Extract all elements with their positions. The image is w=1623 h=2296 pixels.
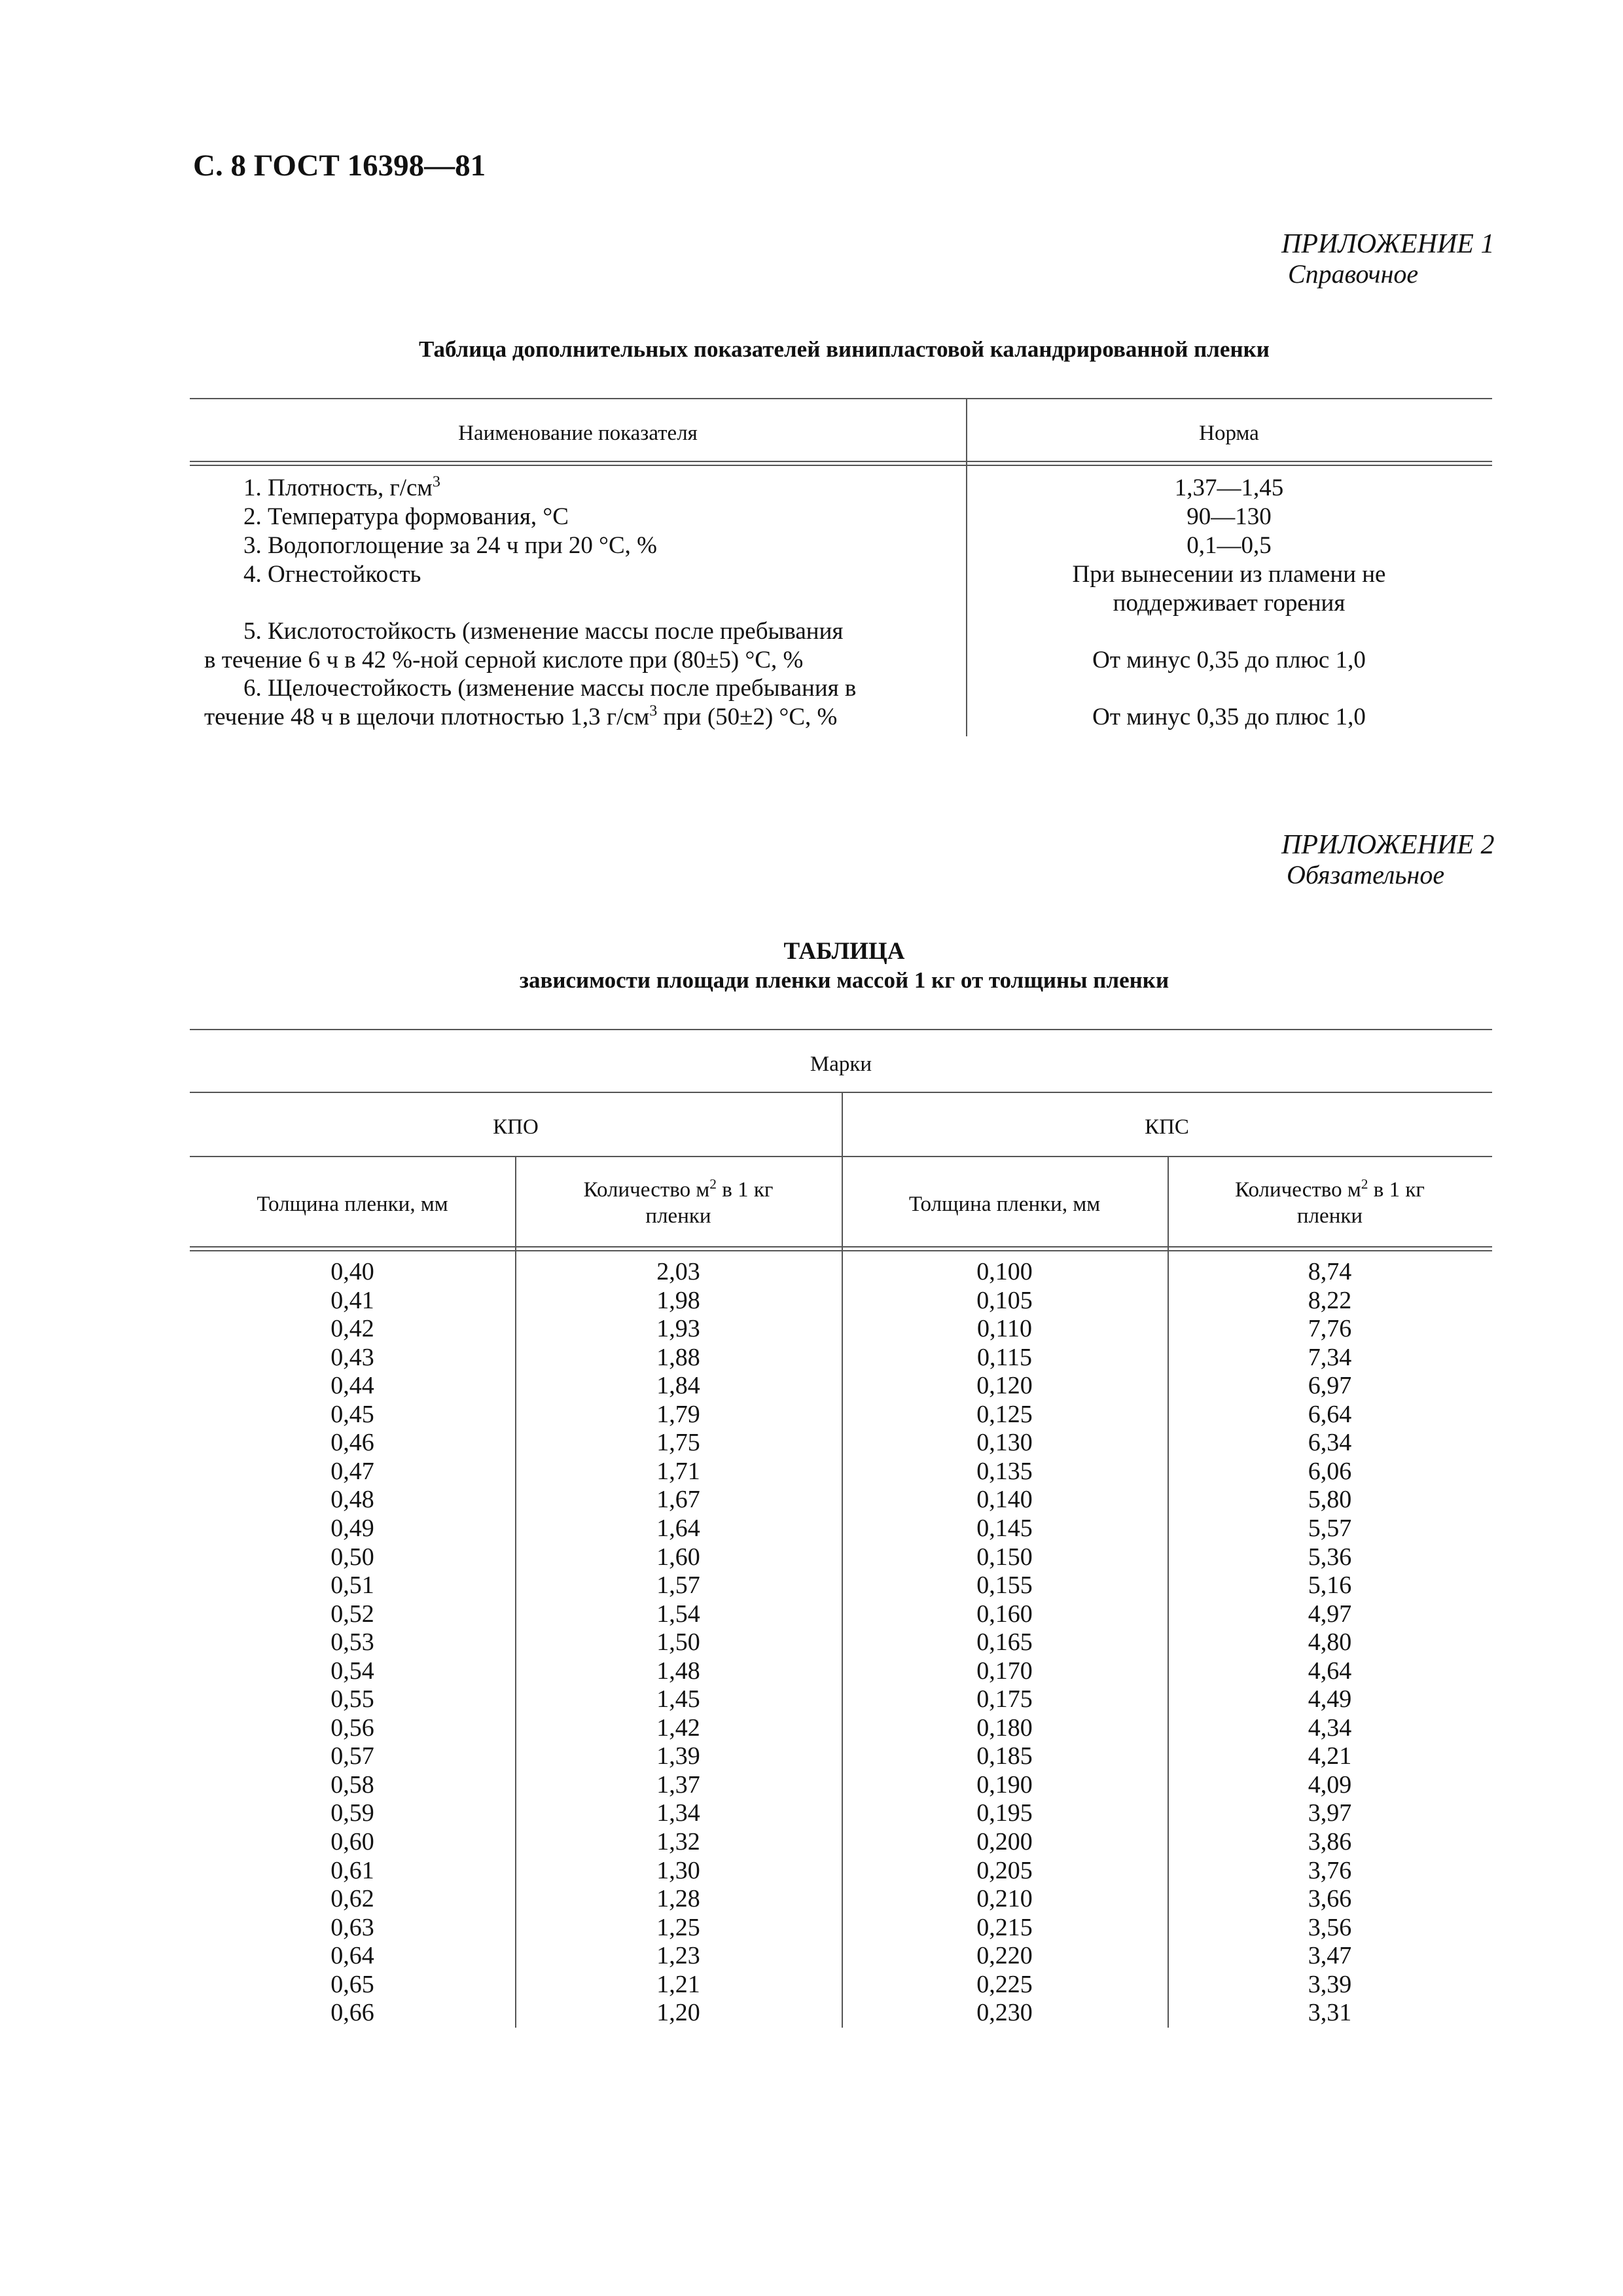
table-row	[190, 1287, 1499, 1316]
table-2-cell-kpo-qty: 1,67	[656, 1486, 700, 1514]
table-2-cell-kps-qty: 4,49	[1308, 1685, 1352, 1713]
table-2-cell-kpo-qty: 1,60	[656, 1543, 700, 1571]
table-2-cell-kpo-qty: 1,28	[656, 1885, 700, 1913]
table-2-cell-kps-qty: 7,76	[1308, 1315, 1352, 1343]
table-2-cell-kps-qty: 6,34	[1308, 1429, 1352, 1457]
table-2-cell-kps-qty: 3,47	[1308, 1942, 1352, 1970]
table-2-cell-kpo-thickness: 0,59	[330, 1799, 374, 1827]
table-2-cell-kpo-qty: 1,32	[656, 1828, 700, 1856]
table-2-subheader-rule	[190, 1156, 1492, 1157]
appendix-2-title: ПРИЛОЖЕНИЕ 2	[1281, 830, 1495, 860]
table-2-cell-kpo-thickness: 0,43	[330, 1343, 374, 1371]
table-2-cell-kps-qty: 6,97	[1308, 1372, 1352, 1400]
table-2-cell-kpo-qty: 1,84	[656, 1372, 700, 1400]
table-2-cell-kps-qty: 3,31	[1308, 1999, 1352, 2027]
table-2-cell-kps-thickness: 0,190	[976, 1770, 1033, 1799]
table-2-marks-rule	[190, 1092, 1492, 1093]
table-2-cell-kps-qty: 5,36	[1308, 1543, 1352, 1571]
table-2-cell-kpo-thickness: 0,51	[330, 1571, 374, 1600]
table-2-cell-kpo-thickness: 0,63	[330, 1913, 374, 1941]
table-2-cell-kpo-qty: 1,71	[656, 1457, 700, 1485]
table-2-cell-kpo-qty: 1,34	[656, 1799, 700, 1827]
table-2-cell-kpo-qty: 1,25	[656, 1913, 700, 1941]
table-2-cell-kps-thickness: 0,105	[976, 1286, 1033, 1314]
table-2-cell-kps-qty: 4,09	[1308, 1770, 1352, 1799]
table-2-cell-kps-qty: 6,64	[1308, 1400, 1352, 1428]
table-2-header-marks: Марки	[810, 1052, 872, 1076]
table-2-cell-kps-thickness: 0,155	[976, 1571, 1033, 1600]
table-2-cell-kpo-qty: 1,64	[656, 1514, 700, 1542]
table-2-cell-kps-thickness: 0,110	[976, 1315, 1033, 1343]
table-2-cell-kpo-qty: 1,79	[656, 1400, 700, 1428]
table-2-cell-kpo-qty: 1,23	[656, 1942, 700, 1970]
table-2-cell-kps-qty: 5,57	[1308, 1514, 1352, 1542]
table-2-cell-kps-qty: 7,34	[1308, 1343, 1352, 1371]
table-2-cell-kpo-thickness: 0,55	[330, 1685, 374, 1713]
table-1-header-norm: Норма	[1199, 422, 1259, 445]
table-2-cell-kpo-thickness: 0,61	[330, 1856, 374, 1884]
table-2-cell-kps-qty: 3,56	[1308, 1913, 1352, 1941]
table-2-cell-kpo-thickness: 0,48	[330, 1486, 374, 1514]
table-2-cell-kps-thickness: 0,200	[976, 1828, 1033, 1856]
table-2-cell-kpo-thickness: 0,65	[330, 1970, 374, 1998]
table-2-cell-kpo-thickness: 0,49	[330, 1514, 374, 1542]
table-2-header-kps-qty: Количество $м^2$ в 1 кг пленки	[1235, 1176, 1425, 1228]
table-2-cell-kpo-thickness: 0,41	[330, 1286, 374, 1314]
table-2-cell-kps-thickness: 0,180	[976, 1713, 1033, 1742]
table-2-cell-kpo-thickness: 0,60	[330, 1828, 374, 1856]
appendix-1-title: ПРИЛОЖЕНИЕ 1	[1281, 229, 1495, 259]
table-2-cell-kpo-qty: 1,20	[656, 1999, 700, 2027]
table-1-row-1-name: 1. Плотность, $г/см^3$	[243, 473, 440, 501]
appendix-1-status: Справочное	[1288, 259, 1419, 289]
table-2-cell-kpo-thickness: 0,50	[330, 1543, 374, 1571]
table-1-row-4-norm-line1: При вынесении из пламени не	[1072, 561, 1386, 588]
table-row	[190, 1885, 1499, 1914]
table-row	[190, 1999, 1499, 2028]
table-1-caption: Таблица дополнительных показателей винипластовой каландрированной пленки	[419, 336, 1270, 362]
table-row	[190, 1401, 1499, 1429]
table-row	[190, 1742, 1499, 1771]
table-row	[190, 1828, 1499, 1857]
table-2-cell-kpo-qty: 1,50	[656, 1628, 700, 1657]
table-row	[190, 1914, 1499, 1943]
table-2-cell-kpo-thickness: 0,66	[330, 1999, 374, 2027]
table-2-cell-kpo-thickness: 0,40	[330, 1258, 374, 1285]
table-2-cell-kps-thickness: 0,145	[976, 1514, 1033, 1542]
table-2-cell-kpo-thickness: 0,64	[330, 1942, 374, 1970]
table-2-cell-kpo-thickness: 0,42	[330, 1315, 374, 1343]
table-row	[190, 1543, 1499, 1572]
table-2-cell-kpo-thickness: 0,57	[330, 1742, 374, 1770]
table-2-header-kps-thickness: Толщина пленки, мм	[908, 1193, 1101, 1216]
table-1-top-rule	[190, 398, 1492, 399]
table-2-cell-kpo-qty: 1,93	[656, 1315, 700, 1343]
table-1-row-5-name-line1: 5. Кислотостойкость (изменение массы после пребывания	[243, 618, 844, 645]
table-2-caption-1: ТАБЛИЦА	[783, 938, 905, 965]
table-2-cell-kps-thickness: 0,225	[976, 1970, 1033, 1998]
table-2-cell-kps-qty: 6,06	[1308, 1457, 1352, 1485]
table-2-cell-kpo-thickness: 0,54	[330, 1657, 374, 1685]
table-2-cell-kps-thickness: 0,130	[976, 1429, 1033, 1457]
table-2-cell-kps-qty: 5,80	[1308, 1486, 1352, 1514]
table-2-cell-kpo-qty: 1,39	[656, 1742, 700, 1770]
table-1-row-4-name: 4. Огнестойкость	[243, 561, 421, 588]
table-2-cell-kps-qty: 4,21	[1308, 1742, 1352, 1770]
table-2-cell-kps-thickness: 0,150	[976, 1543, 1033, 1571]
table-row	[190, 1571, 1499, 1600]
table-2-cell-kps-thickness: 0,160	[976, 1600, 1033, 1628]
table-row	[190, 1799, 1499, 1828]
table-2-cell-kps-thickness: 0,185	[976, 1742, 1033, 1770]
table-2-header-kpo-thickness: Толщина пленки, мм	[257, 1193, 448, 1216]
table-2-cell-kps-thickness: 0,210	[976, 1885, 1033, 1913]
table-2-header-rule	[190, 1246, 1492, 1251]
table-row	[190, 1344, 1499, 1372]
table-2-cell-kps-qty: 3,86	[1308, 1828, 1352, 1856]
table-2-cell-kps-qty: 4,64	[1308, 1657, 1352, 1685]
table-2-cell-kpo-qty: 2,03	[656, 1258, 700, 1285]
table-1-row-6-name-line2: течение 48 ч в щелочи плотностью 1,3 $г/см^3$ при (50±2) °С, %	[204, 702, 838, 730]
table-row	[190, 1600, 1499, 1629]
table-2-cell-kps-qty: 8,74	[1308, 1258, 1352, 1285]
table-2-cell-kps-qty: 8,22	[1308, 1286, 1352, 1314]
table-1-row-3-name: 3. Водопоглощение за 24 ч при 20 °С, %	[243, 532, 657, 559]
table-row	[190, 1315, 1499, 1344]
table-row	[190, 1771, 1499, 1800]
table-2-cell-kps-thickness: 0,220	[976, 1942, 1033, 1970]
table-2-cell-kps-thickness: 0,205	[976, 1856, 1033, 1884]
table-2-cell-kpo-thickness: 0,47	[330, 1457, 374, 1485]
table-2-cell-kpo-qty: 1,88	[656, 1343, 700, 1371]
table-2-cell-kpo-qty: 1,54	[656, 1600, 700, 1628]
table-2-cell-kps-thickness: 0,230	[976, 1999, 1033, 2027]
table-2-cell-kpo-qty: 1,57	[656, 1571, 700, 1600]
table-2-cell-kpo-qty: 1,75	[656, 1429, 700, 1457]
table-row	[190, 1515, 1499, 1543]
table-1-row-6-norm: От минус 0,35 до плюс 1,0	[1092, 704, 1366, 730]
table-1-row-4-norm-line2: поддерживает горения	[1113, 590, 1346, 617]
table-row	[190, 1486, 1499, 1515]
table-2-top-rule	[190, 1029, 1492, 1030]
table-2-cell-kpo-qty: 1,30	[656, 1856, 700, 1884]
table-2-cell-kps-thickness: 0,135	[976, 1457, 1033, 1485]
appendix-2-status: Обязательное	[1287, 860, 1445, 889]
table-1-row-5-norm: От минус 0,35 до плюс 1,0	[1092, 647, 1366, 673]
appendix-2-heading	[1281, 830, 1494, 890]
table-2-cell-kps-thickness: 0,170	[976, 1657, 1033, 1685]
table-2-cell-kpo-qty: 1,21	[656, 1970, 700, 1998]
table-2-cell-kps-qty: 3,66	[1308, 1885, 1352, 1913]
table-2-cell-kpo-thickness: 0,53	[330, 1628, 374, 1657]
table-1-row-2-norm: 90—130	[1186, 503, 1272, 530]
table-2-cell-kps-qty: 3,97	[1308, 1799, 1352, 1827]
table-2-cell-kps-qty: 4,80	[1308, 1628, 1352, 1657]
table-2-cell-kpo-thickness: 0,46	[330, 1429, 374, 1457]
table-row	[190, 1657, 1499, 1686]
table-2-cell-kps-thickness: 0,195	[976, 1799, 1033, 1827]
table-row	[190, 1971, 1499, 2000]
table-2-cell-kps-thickness: 0,100	[976, 1258, 1033, 1285]
table-row	[190, 1429, 1499, 1458]
table-row	[190, 1258, 1499, 1287]
table-2-cell-kps-qty: 4,97	[1308, 1600, 1352, 1628]
table-2-cell-kpo-qty: 1,37	[656, 1770, 700, 1799]
table-2-header-kps: КПС	[1145, 1115, 1189, 1139]
table-2-cell-kps-thickness: 0,120	[976, 1372, 1033, 1400]
table-2-cell-kpo-thickness: 0,52	[330, 1600, 374, 1628]
table-2-caption-2: зависимости площади пленки массой 1 кг от толщины пленки	[519, 967, 1169, 993]
table-2-cell-kps-qty: 4,34	[1308, 1713, 1352, 1742]
table-2-cell-kpo-thickness: 0,58	[330, 1770, 374, 1799]
appendix-1-heading	[1281, 229, 1494, 289]
table-1-row-1-norm: 1,37—1,45	[1174, 475, 1284, 501]
table-2-cell-kpo-thickness: 0,45	[330, 1400, 374, 1428]
table-2-cell-kpo-thickness: 0,56	[330, 1713, 374, 1742]
table-2-cell-kpo-qty: 1,98	[656, 1286, 700, 1314]
table-2-cell-kpo-thickness: 0,44	[330, 1372, 374, 1400]
table-2-cell-kps-thickness: 0,140	[976, 1486, 1033, 1514]
table-row	[190, 1458, 1499, 1486]
table-row	[190, 1628, 1499, 1657]
table-1-header-rule	[190, 461, 1492, 466]
table-2-cell-kps-thickness: 0,125	[976, 1400, 1033, 1428]
table-1-row-5-name-line2: в течение 6 ч в 42 %-ной серной кислоте при (80±5) °С, %	[204, 647, 804, 673]
table-row	[190, 1372, 1499, 1401]
table-2-cell-kps-thickness: 0,215	[976, 1913, 1033, 1941]
table-2-header-kpo-qty: Количество $м^2$ в 1 кг пленки	[583, 1176, 774, 1228]
table-2-cell-kpo-qty: 1,42	[656, 1713, 700, 1742]
table-2-cell-kps-thickness: 0,115	[976, 1343, 1033, 1371]
table-2-cell-kps-thickness: 0,165	[976, 1628, 1033, 1657]
table-2-cell-kps-qty: 5,16	[1308, 1571, 1352, 1600]
table-2-cell-kpo-qty: 1,48	[656, 1657, 700, 1685]
table-2-cell-kps-qty: 3,76	[1308, 1856, 1352, 1884]
page-header: С. 8 ГОСТ 16398—81	[193, 149, 486, 183]
table-2-cell-kps-thickness: 0,175	[976, 1685, 1033, 1713]
table-2-cell-kpo-thickness: 0,62	[330, 1885, 374, 1913]
table-1-header-name: Наименование показателя	[458, 422, 698, 445]
table-row	[190, 1942, 1499, 1971]
table-row	[190, 1857, 1499, 1886]
table-2-cell-kpo-qty: 1,45	[656, 1685, 700, 1713]
table-row	[190, 1714, 1499, 1743]
table-2-header-kpo: КПО	[493, 1115, 539, 1139]
table-1-row-2-name: 2. Температура формования, °С	[243, 503, 569, 530]
table-row	[190, 1685, 1499, 1714]
table-2-cell-kps-qty: 3,39	[1308, 1970, 1352, 1998]
table-1-row-6-name-line1: 6. Щелочестойкость (изменение массы после пребывания в	[243, 675, 857, 702]
table-1-row-3-norm: 0,1—0,5	[1186, 532, 1272, 559]
